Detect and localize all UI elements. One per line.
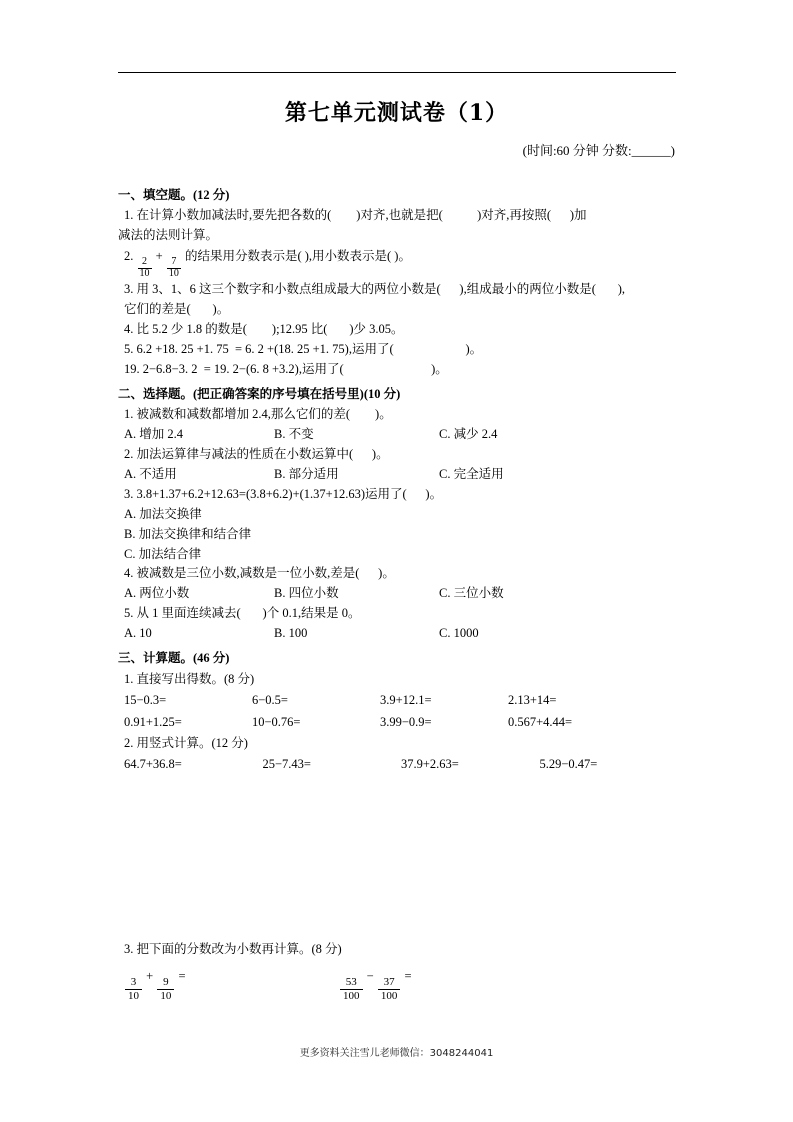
fraction-numerator: 7	[171, 256, 177, 268]
fraction-denominator: 10	[157, 989, 174, 1003]
fraction-denominator: 10	[168, 267, 179, 279]
fraction-denominator: 10	[139, 267, 150, 279]
s2-q4-option-c[interactable]: C. 三位小数	[439, 586, 504, 601]
s2-q1-option-a[interactable]: A. 增加 2.4	[124, 427, 184, 442]
s2-q2-stem: 2. 加法运算律与减法的性质在小数运算中( )。	[124, 447, 389, 462]
section-3-heading: 三、计算题。(46 分)	[118, 651, 230, 666]
s1-item-1a: 1. 在计算小数加减法时,要先把各数的( )对齐,也就是把( )对齐,再按照( )加	[124, 208, 587, 223]
s2-q5-stem: 5. 从 1 里面连续减去( )个 0.1,结果是 0。	[124, 606, 361, 621]
s3-sub3-expressions	[118, 969, 678, 1003]
s2-q3-option-c[interactable]: C. 加法结合律	[124, 546, 202, 561]
s2-q5-options	[118, 624, 678, 643]
section-1-heading: 一、填空题。(12 分)	[118, 188, 230, 202]
s2-q1-option-b[interactable]: B. 不变	[274, 427, 314, 442]
s2-q2-option-a[interactable]: A. 不适用	[124, 467, 177, 481]
s1-item-5a: 5. 6.2 +18. 25 +1. 75 = 6. 2 +(18. 25 +1. 75),运用了( )。	[124, 341, 483, 356]
calc-item: 10−0.76=	[252, 714, 301, 729]
s2-q5-option-b[interactable]: B. 100	[274, 626, 308, 640]
calc-item: 3.99−0.9=	[380, 714, 432, 729]
worksheet-body	[118, 180, 678, 777]
s3-sub3-heading: 3. 把下面的分数改为小数再计算。(8 分)	[124, 941, 342, 956]
fraction-53-100	[340, 976, 363, 1002]
s1-item-2-op: +	[155, 248, 163, 263]
fraction-numerator: 9	[163, 976, 169, 988]
s2-q5-option-a[interactable]: A. 10	[124, 626, 152, 640]
s2-q3-stem: 3. 3.8+1.37+6.2+12.63=(3.8+6.2)+(1.37+12.63)运用了( )。	[124, 486, 443, 501]
fraction-numerator: 53	[345, 976, 357, 988]
expr-2-equals: =	[404, 968, 412, 983]
s1-item-3a: 3. 用 3、1、6 这三个数字和小数点组成最大的两位小数是( ),组成最小的两位小数是( ),	[124, 282, 626, 297]
s2-q3-option-a[interactable]: A. 加法交换律	[124, 506, 202, 521]
s1-item-2	[118, 247, 411, 280]
calc-item: 0.567+4.44=	[508, 714, 573, 729]
calc-item: 3.9+12.1=	[380, 693, 432, 708]
s3-sub1-heading: 1. 直接写出得数。(8 分)	[124, 671, 255, 686]
s3-sub3-expr-2	[339, 969, 678, 1003]
s2-q2-options	[118, 465, 678, 484]
section-2-heading: 二、选择题。(把正确答案的序号填在括号里)(10 分)	[118, 387, 401, 401]
s1-item-2-suffix: 的结果用分数表示是( ),用小数表示是( )。	[184, 248, 411, 263]
s2-q5-option-c[interactable]: C. 1000	[439, 626, 479, 640]
expr-2-operator: −	[366, 968, 374, 983]
calc-item: 37.9+2.63=	[401, 757, 459, 772]
calc-item: 0.91+1.25=	[124, 714, 182, 729]
fraction-2-10	[138, 257, 152, 279]
page-title: 第七单元测试卷（1）	[284, 100, 509, 126]
fraction-denominator: 100	[340, 989, 363, 1003]
s2-q2-option-c[interactable]: C. 完全适用	[439, 467, 504, 481]
fraction-numerator: 3	[130, 976, 137, 988]
s3-sub1-row-1	[118, 691, 678, 710]
calc-item: 5.29−0.47=	[539, 757, 598, 772]
s1-item-3b: 它们的差是( )。	[124, 302, 230, 316]
s1-item-1b: 减法的法则计算。	[118, 228, 219, 243]
fraction-7-10	[167, 257, 181, 279]
fraction-denominator: 10	[125, 989, 142, 1003]
s2-q3-option-b[interactable]: B. 加法交换律和结合律	[124, 526, 252, 541]
s3-sub2-row-1	[118, 755, 678, 774]
s2-q2-option-b[interactable]: B. 部分适用	[274, 467, 339, 481]
s2-q1-option-c[interactable]: C. 减少 2.4	[439, 427, 498, 442]
s2-q4-option-a[interactable]: A. 两位小数	[124, 586, 190, 601]
header-divider	[118, 72, 676, 73]
s1-item-2-prefix: 2.	[124, 248, 134, 263]
fraction-37-100	[378, 976, 401, 1002]
s2-q4-option-b[interactable]: B. 四位小数	[274, 586, 339, 601]
s2-q4-stem: 4. 被减数是三位小数,减数是一位小数,差是( )。	[124, 566, 395, 581]
footer-watermark: 更多资料关注雪儿老师微信：3048244041	[299, 1048, 494, 1059]
calc-item: 25−7.43=	[262, 757, 311, 772]
s2-q1-options	[118, 425, 678, 444]
fraction-denominator: 100	[378, 989, 401, 1003]
calc-item: 64.7+36.8=	[124, 757, 182, 772]
s1-item-4: 4. 比 5.2 少 1.8 的数是( );12.95 比( )少 3.05。	[124, 321, 404, 336]
calc-item: 2.13+14=	[508, 693, 557, 708]
s2-q1-stem: 1. 被减数和减数都增加 2.4,那么它们的差( )。	[124, 407, 392, 422]
expr-1-operator: +	[146, 968, 154, 983]
s3-sub3-expr-1	[124, 969, 339, 1003]
calc-item: 6−0.5=	[252, 693, 288, 708]
s2-q4-options	[118, 584, 678, 603]
fraction-9-10	[157, 976, 174, 1002]
fraction-numerator: 37	[383, 976, 395, 988]
s1-item-5b: 19. 2−6.8−3. 2 = 19. 2−(6. 8 +3.2),运用了( )。	[124, 361, 448, 376]
expr-1-equals: =	[178, 968, 186, 983]
s3-sub3-block	[118, 938, 678, 1002]
s3-sub2-heading: 2. 用竖式计算。(12 分)	[124, 735, 248, 750]
fraction-numerator: 2	[142, 256, 147, 268]
s3-sub1-row-2	[118, 713, 678, 732]
calc-item: 15−0.3=	[124, 693, 167, 708]
exam-meta: (时间:60 分钟 分数:______)	[522, 143, 675, 158]
fraction-3-10	[125, 976, 142, 1002]
